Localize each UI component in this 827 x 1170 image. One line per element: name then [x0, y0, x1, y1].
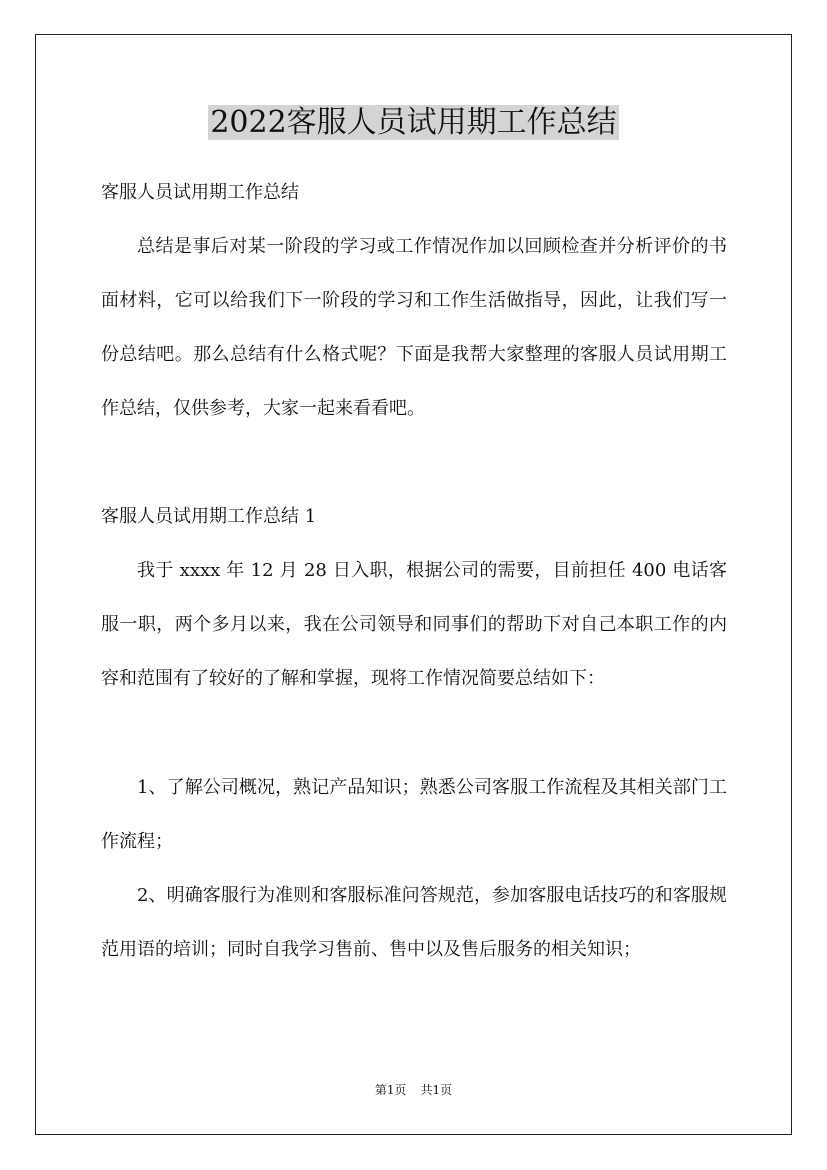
intro-paragraph: 总结是事后对某一阶段的学习或工作情况作加以回顾检查并分析评价的书面材料，它可以给我们下一阶段的学习和工作生活做指导，因此，让我们写一份总结吧。那么总结有什么格式呢？下面是我帮大家整理的客服人员试用期工作总结，仅供参考，大家一起来看看吧。 — [101, 236, 727, 419]
document-title — [0, 101, 827, 145]
page-footer — [0, 1080, 827, 1100]
document-title-text: 2022客服人员试用期工作总结 — [210, 105, 617, 140]
section-1-paragraph: 我于 xxxx 年 12 月 28 日入职，根据公司的需要，目前担任 400 电话客服一职，两个多月以来，我在公司领导和同事们的帮助下对自己本职工作的内容和范围有了较好的了解和掌握，现将工作情况简要总结如下： — [101, 560, 727, 689]
list-item-2: 2、明确客服行为准则和客服标准问答规范，参加客服电话技巧的和客服规范用语的培训；同时自我学习售前、售中以及售后服务的相关知识； — [101, 885, 727, 960]
list-item-1: 1、了解公司概况，熟记产品知识；熟悉公司客服工作流程及其相关部门工作流程； — [101, 777, 727, 852]
page-total: 共1页 — [420, 1083, 453, 1097]
page-number: 第1页 — [374, 1083, 407, 1097]
document-subheading: 客服人员试用期工作总结 — [101, 182, 299, 203]
section-1-heading: 客服人员试用期工作总结 1 — [101, 506, 317, 527]
